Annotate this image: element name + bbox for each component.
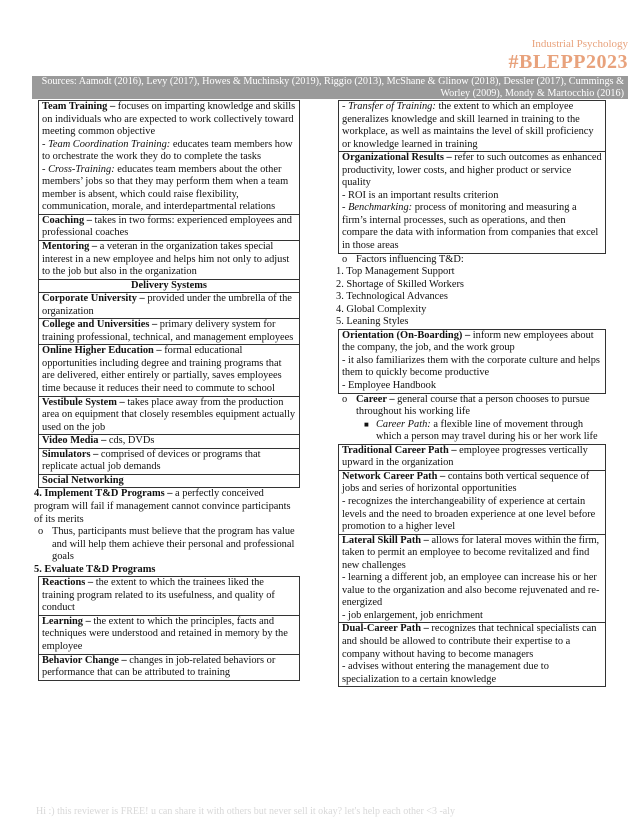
college-title: College and Universities – <box>42 319 158 331</box>
vestibule-title: Vestibule System – <box>42 396 125 408</box>
bullet-marker: o <box>342 253 348 265</box>
career-path-label: Career Path: <box>376 418 431 430</box>
online-education-box <box>38 344 300 395</box>
team-training-def: focuses on imparting knowledge and skills on individuals who are expected to work collectively toward meeting common objective <box>42 101 296 138</box>
org-results-box: Organizational Results – refer to such outcomes as enhanced productivity, lower costs, and higher product or service quality - ROI is an important results criterion - Benchmarking: process of monitoring and measuring a firm’s internal processes, such as operations, and then compare the data with information from companies that excel in those areas <box>338 151 606 253</box>
traditional-career-box <box>338 444 606 470</box>
reactions-text: the extent to which the trainees liked the training program related to its usefulness, and quality of conduct <box>42 577 275 614</box>
dual-line2: - advises without entering the management due to specialization to a certain knowledge <box>342 661 549 685</box>
social-networking-box: Social Networking <box>38 474 300 489</box>
video-media-title: Video Media – <box>42 435 107 447</box>
page-title: #BLEPP2023 <box>508 51 628 73</box>
career-path-text: a flexible line of movement through which a person may travel during his or her work life <box>376 418 598 443</box>
career-path-bullet <box>338 419 606 444</box>
learning-text: the extent to which the principles, facts and techniques were understood and retained in memory by the employee <box>42 615 288 652</box>
coaching-box <box>38 214 300 240</box>
online-education-text: formal educational opportunities including degree and training programs that are delivered, either entirely or partially, saves employees time because it reduces their need to commute to school <box>42 345 282 395</box>
transfer-box: - Transfer of Training: the extent to which an employee generalizes knowledge and skill learned in training to the workplace, as well as maintains the level of skill proficiency or knowledge learned in training <box>338 100 606 151</box>
factors-heading <box>338 254 606 267</box>
mentoring-title: Mentoring – <box>42 241 98 253</box>
orientation-line3: - Employee Handbook <box>342 380 437 392</box>
learning-title: Learning – <box>42 615 91 627</box>
bullet-marker: o <box>342 393 348 405</box>
org-results-text: refer to such outcomes as enhanced productivity, lower costs, and higher product or service quality <box>342 152 602 189</box>
org-results-title: Organizational Results – <box>342 152 452 164</box>
implement-title: 4. Implement T&D Programs – <box>34 488 173 500</box>
footer-note: Hi :) this reviewer is FREE! u can share it with others but never sell it okay? let's help each other <3 -aly <box>36 806 455 817</box>
team-coordination-text: educates team members how to orchestrate the work they do to complete the tasks <box>42 138 293 163</box>
reactions-box <box>38 576 300 615</box>
video-media-box <box>38 434 300 448</box>
corporate-university-box <box>38 292 300 318</box>
roi-line: - ROI is an important results criterion <box>342 189 499 201</box>
video-media-text: cds, DVDs <box>106 435 155 447</box>
implement-text: a perfectly conceived program will fail if management cannot convince participants of its merits <box>34 488 291 525</box>
factor-item: 5. Leaning Styles <box>336 316 409 328</box>
factor-item: 2. Shortage of Skilled Workers <box>336 278 464 290</box>
team-training-title: Team Training – <box>42 101 116 112</box>
team-coordination-label: Team Coordination Training: <box>48 138 171 150</box>
lateral-skill-box <box>338 534 606 623</box>
factors-title: Factors influencing T&D: <box>356 253 464 265</box>
square-bullet-icon: ■ <box>364 419 369 429</box>
team-training-box: Team Training – focuses on imparting knowledge and skills on individuals who are expected to work collectively toward meeting common objective - Team Coordination Training: educates team members how to orchestrate the work they do to complete the tasks - Cross-Training: educates team members about the other members’ jobs so that they may perform them when a team member is absent, which could raise flexibility, communication, morale, and interdepartmental relations <box>38 100 300 214</box>
lateral-line3: - job enlargement, job enrichment <box>342 609 483 621</box>
transfer-text: the extent to which an employee generalizes knowledge and skill learned in training to the workplace, as well as maintains the level of skill proficiency or knowledge learned in training <box>342 101 594 150</box>
transfer-label: Transfer of Training: <box>348 101 436 112</box>
college-text: primary delivery system for training professional, technical, and management employees <box>42 319 294 343</box>
factor-item: 3. Technological Advances <box>336 291 448 303</box>
benchmarking-text: process of monitoring and measuring a firm’s internal processes, such as operations, and then compare the data with information from companies that excel in those areas <box>342 202 599 252</box>
coaching-title: Coaching – <box>42 214 92 226</box>
cross-training-text: educates team members about the other members’ jobs so that they may perform them when a team member is absent, which could raise flexibility, communication, morale, and interdepartmental relations <box>42 163 289 213</box>
career-text: general course that a person chooses to pursue throughout his working life <box>356 393 590 418</box>
implement-bullet <box>34 526 300 564</box>
implement-section <box>34 488 300 526</box>
behavior-change-box <box>38 654 300 681</box>
cross-training-label: Cross-Training: <box>48 163 115 175</box>
benchmarking-label: Benchmarking: <box>348 202 413 214</box>
online-education-title: Online Higher Education – <box>42 345 162 357</box>
traditional-text: employee progresses vertically upward in the organization <box>342 444 588 469</box>
network-text: contains both vertical sequence of jobs and series of horizontal opportunities <box>342 470 590 495</box>
simulators-text: comprised of devices or programs that replicate actual job demands <box>42 448 261 473</box>
career-title: Career – <box>356 393 395 405</box>
orientation-box <box>338 329 606 394</box>
factors-list <box>336 266 606 329</box>
dual-text: recognizes that technical specialists can and should be allowed to contribute their expertise to a company without having to become managers <box>342 623 597 660</box>
lateral-line2: - learning a different job, an employee can increase his or her value to the organization and also become rejuvenated and re-energized <box>342 572 600 609</box>
mentoring-text: a veteran in the organization takes special interest in a new employee and helps him not only to adjust to the job but also in the organization <box>42 241 290 278</box>
lateral-title: Lateral Skill Path – <box>342 534 429 546</box>
lateral-text: allows for lateral moves within the firm, taken to permit an employee to become revitalized and find new challenges <box>342 534 600 571</box>
dual-title: Dual-Career Path – <box>342 623 429 635</box>
network-title: Network Career Path – <box>342 470 446 482</box>
network-career-box <box>338 470 606 534</box>
sources-banner: Sources: Aamodt (2016), Levy (2017), Howes & Muchinsky (2019), Riggio (2013), McShane & Glinow (2018), Dessler (2017), Cummings & Worley (2009), Mondy & Martocchio (2016) <box>32 76 628 99</box>
behavior-change-title: Behavior Change – <box>42 654 127 666</box>
traditional-title: Traditional Career Path – <box>342 444 457 456</box>
delivery-systems-heading: Delivery Systems <box>38 279 300 293</box>
vestibule-text: takes place away from the production area on equipment that closely resembles equipment actually used on the job <box>42 396 296 433</box>
vestibule-box <box>38 396 300 435</box>
career-bullet <box>338 394 606 419</box>
simulators-box <box>38 448 300 474</box>
header-subtitle: Industrial Psychology <box>531 38 628 50</box>
corporate-university-title: Corporate University – <box>42 293 145 305</box>
orientation-line2: - it also familiarizes them with the corporate culture and helps them to quickly become productive <box>342 354 600 379</box>
right-column <box>338 100 606 687</box>
learning-box <box>38 615 300 654</box>
factor-item: 1. Top Management Support <box>336 266 455 278</box>
college-box <box>38 318 300 344</box>
implement-bullet-text: Thus, participants must believe that the program has value and will help them achieve their personal and professional goals <box>52 526 295 563</box>
left-column <box>34 100 300 681</box>
orientation-text: inform new employees about the company, the job, and the work group <box>342 329 594 354</box>
simulators-title: Simulators – <box>42 448 99 460</box>
reactions-title: Reactions – <box>42 577 94 589</box>
network-line2: - recognizes the interchangeability of experience at certain levels and the need to broaden experience at one level before promotion to a higher level <box>342 495 596 533</box>
coaching-text: takes in two forms: experienced employees and professional coaches <box>42 214 292 239</box>
bullet-marker: o <box>38 526 44 538</box>
evaluate-heading: 5. Evaluate T&D Programs <box>34 563 156 575</box>
corporate-university-text: provided under the umbrella of the organization <box>42 293 292 317</box>
mentoring-box <box>38 240 300 279</box>
factor-item: 4. Global Complexity <box>336 303 427 315</box>
orientation-title: Orientation (On-Boarding) – <box>342 329 471 341</box>
dual-career-box <box>338 622 606 687</box>
behavior-change-text: changes in job-related behaviors or performance that can be attributed to training <box>42 654 276 679</box>
